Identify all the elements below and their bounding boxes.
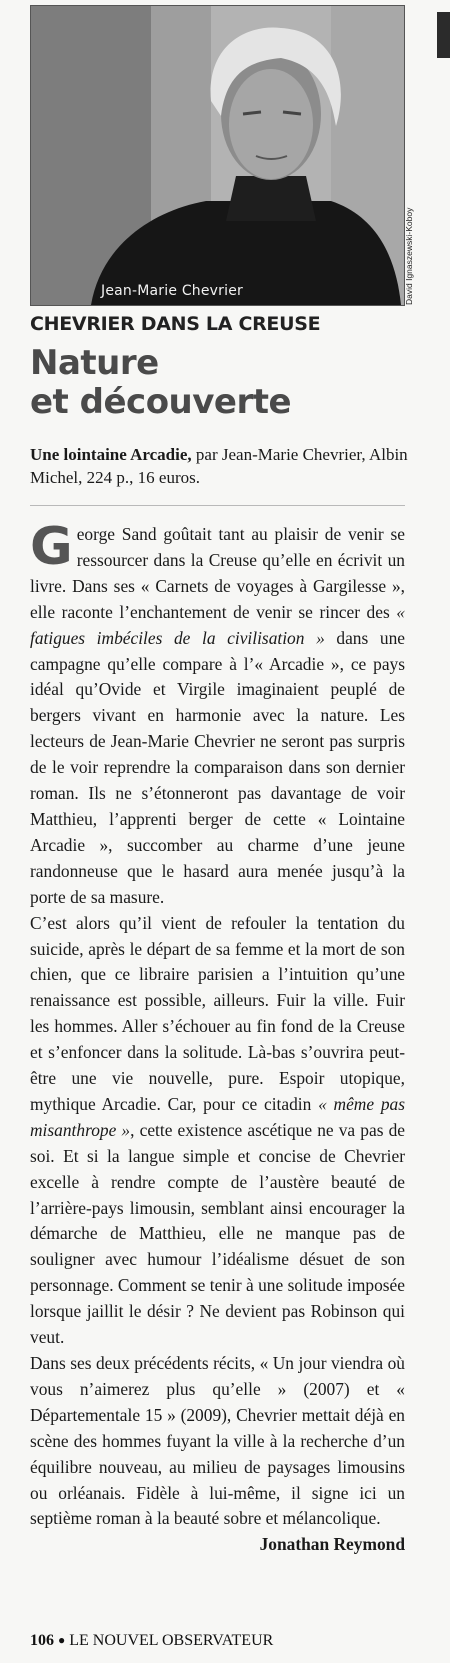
book-reference: [30, 443, 412, 489]
publication-name: LE NOUVEL OBSERVATEUR: [69, 1632, 274, 1649]
headline: [30, 344, 420, 422]
book-details: par Jean-Marie Chevrier, Albin Michel, 224 p., 16 euros.: [30, 445, 408, 487]
section-kicker: CHEVRIER DANS LA CREUSE: [30, 313, 321, 335]
paragraph-1: [30, 517, 405, 911]
drop-cap: G: [30, 517, 73, 577]
photo-caption: Jean-Marie Chevrier: [101, 283, 243, 299]
headline-line-1: Nature: [30, 343, 159, 383]
author-photo: [30, 5, 405, 306]
book-title: Une lointaine Arcadie,: [30, 445, 192, 464]
paragraph-2-quote: « même pas misanthrope »: [30, 1093, 405, 1140]
portrait-illustration: [31, 6, 404, 305]
author-signature: Jonathan Reymond: [259, 1534, 405, 1555]
divider: [30, 505, 405, 506]
page-footer: [30, 1632, 273, 1650]
paragraph-2-text-a: C’est alors qu’il vient de refouler la tentation du suicide, après le départ de sa femme et la mort de son chien, que ce libraire parisien a l’intuition qu’une renaissance est possible, ailleurs. Fuir la ville. Fuir les hommes. Aller s’échouer au fin fond de la Creuse et s’enfoncer dans la solitude. Là-bas s’ouvrira peut-être une vie nouvelle, pure. Espoir utopique, mythique Arcadie. Car, pour ce citadin: [30, 912, 405, 1114]
article-body: [30, 517, 406, 1558]
paragraph-1-text-b: dans une campagne qu’elle compare à l’« Arcadie », ce pays idéal qu’Ovide et Virgile imaginaient peuplé de bergers vivant en harmonie avec la nature. Les lecteurs de Jean-Marie Chevrier ne seront pas surpris de le voir reprendre la comparaison dans son dernier roman. Ils ne s’étonneront pas davantage de voir Matthieu, l’apprenti berger de cette « Lointaine Arcadie », succomber au charme d’une jeune randonneuse que le hasard aura menée jusqu’à la porte de sa masure.: [30, 627, 405, 907]
photo-credit: David Ignaszewski-Koboy: [404, 207, 414, 305]
headline-line-2: et découverte: [30, 382, 292, 422]
paragraph-3-text: Dans ses deux précédents récits, « Un jour viendra où vous n’aimerez plus qu’elle » (2007) et « Départementale 15 » (2009), Chevrier mettait déjà en scène des hommes fuyant la ville à la recherche d’un équilibre nouveau, au milieu de paysages limousins ou orléanais. Fidèle à lui-même, il signe ici un septième roman à la beauté sobre et mélancolique.: [30, 1353, 405, 1529]
paragraph-2: [30, 911, 405, 1351]
bullet-icon: ●: [58, 1633, 66, 1647]
page-number: 106: [30, 1632, 54, 1649]
paragraph-1-quote: « fatigues imbéciles de la civilisation »: [30, 601, 405, 648]
paragraph-3: [30, 1351, 405, 1555]
paragraph-2-text-b: , cette existence ascétique ne va pas de soi. Et si la langue simple et concise de Chevrier excelle à rendre compte de l’austère beauté de l’arrière-pays limousin, semblant ainsi encourager la démarche de Matthieu, elle ne manque pas de souligner avec humour l’idéalisme désuet de son personnage. Comment se tenir à une solitude imposée lorsque jaillit le désir ? Ne devient pas Robinson qui veut.: [30, 1119, 406, 1348]
page-edge-tab: [437, 12, 450, 58]
paragraph-1-text-a: eorge Sand goûtait tant au plaisir de venir se ressourcer dans la Creuse qu’elle en écrivit un livre. Dans ses « Carnets de voyages à Gargilesse », elle raconte l’enchantement de venir se rincer des: [30, 524, 405, 622]
